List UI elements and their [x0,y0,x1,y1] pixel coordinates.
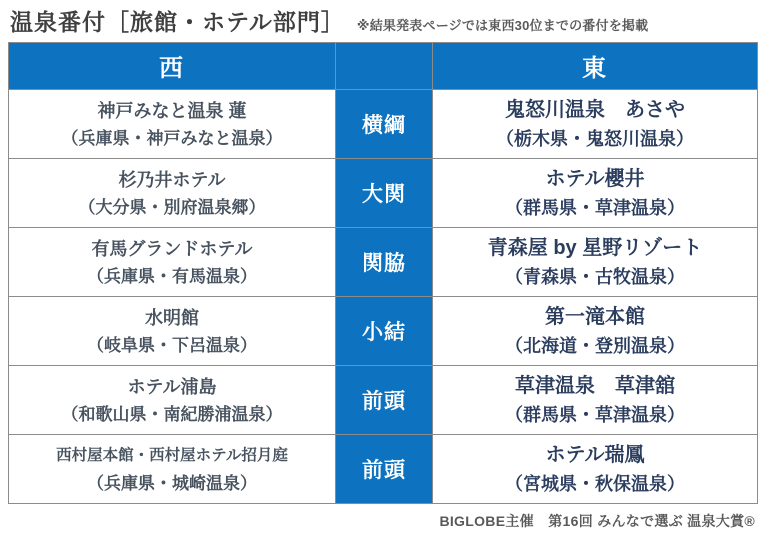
rank-badge: 横綱 [336,89,433,158]
table-row [9,158,758,227]
east-entry [433,227,758,296]
east-entry [433,158,758,227]
west-ryokan-location: （兵庫県・有馬温泉） [87,267,257,287]
page-title: 温泉番付［旅館・ホテル部門］ [10,9,345,35]
column-header-rank [336,42,433,89]
east-ryokan-name: ホテル瑞鳳 [545,443,645,466]
west-entry [9,89,336,158]
west-ryokan-name: ホテル浦島 [127,376,217,397]
west-ryokan-location: （和歌山県・南紀勝浦温泉） [61,405,283,425]
west-ryokan-location: （兵庫県・城崎温泉） [87,473,257,493]
east-entry [433,296,758,365]
table-row [9,89,758,158]
rank-badge: 前頭 [336,434,433,503]
rank-badge: 大関 [336,158,433,227]
west-entry [9,296,336,365]
west-ryokan-name: 水明館 [145,307,199,328]
title-note: ※結果発表ページでは東西30位までの番付を掲載 [356,17,649,33]
table-row [9,365,758,434]
east-entry [433,365,758,434]
west-ryokan-location: （大分県・別府温泉郷） [78,198,266,218]
column-header-east: 東 [433,42,758,89]
west-entry [9,227,336,296]
east-ryokan-name: 草津温泉 草津舘 [515,374,675,397]
east-ryokan-name: 青森屋 by 星野リゾート [487,236,703,259]
column-header-west: 西 [9,42,336,89]
table-row [9,227,758,296]
west-ryokan-location: （岐阜県・下呂温泉） [87,336,257,356]
west-ryokan-name: 西村屋本館・西村屋ホテル招月庭 [56,446,288,464]
rank-badge: 小結 [336,296,433,365]
west-ryokan-location: （兵庫県・神戸みなと温泉） [61,129,283,149]
east-ryokan-location: （栃木県・鬼怒川温泉） [496,128,694,149]
table-row [9,296,758,365]
rank-badge: 関脇 [336,227,433,296]
title-bar [0,0,765,42]
footer-credit: BIGLOBE主催 第16回 みんなで選ぶ 温泉大賞® [439,512,755,529]
east-entry [433,89,758,158]
east-ryokan-location: （宮城県・秋保温泉） [505,473,685,494]
east-ryokan-location: （青森県・古牧温泉） [505,266,685,287]
east-ryokan-location: （北海道・登別温泉） [505,335,685,356]
east-ryokan-name: 鬼怒川温泉 あさや [505,98,685,121]
east-ryokan-location: （群馬県・草津温泉） [505,197,685,218]
west-ryokan-name: 杉乃井ホテル [118,169,226,190]
west-ryokan-name: 神戸みなと温泉 蓮 [97,100,247,121]
west-entry [9,158,336,227]
east-entry [433,434,758,503]
table-header-row [9,42,758,89]
east-ryokan-name: 第一滝本館 [545,305,645,328]
west-ryokan-name: 有馬グランドホテル [91,238,253,259]
east-ryokan-location: （群馬県・草津温泉） [505,404,685,425]
banzuke-table [8,42,758,504]
west-entry [9,365,336,434]
table-row [9,434,758,503]
west-entry [9,434,336,503]
east-ryokan-name: ホテル櫻井 [545,167,645,190]
rank-badge: 前頭 [336,365,433,434]
